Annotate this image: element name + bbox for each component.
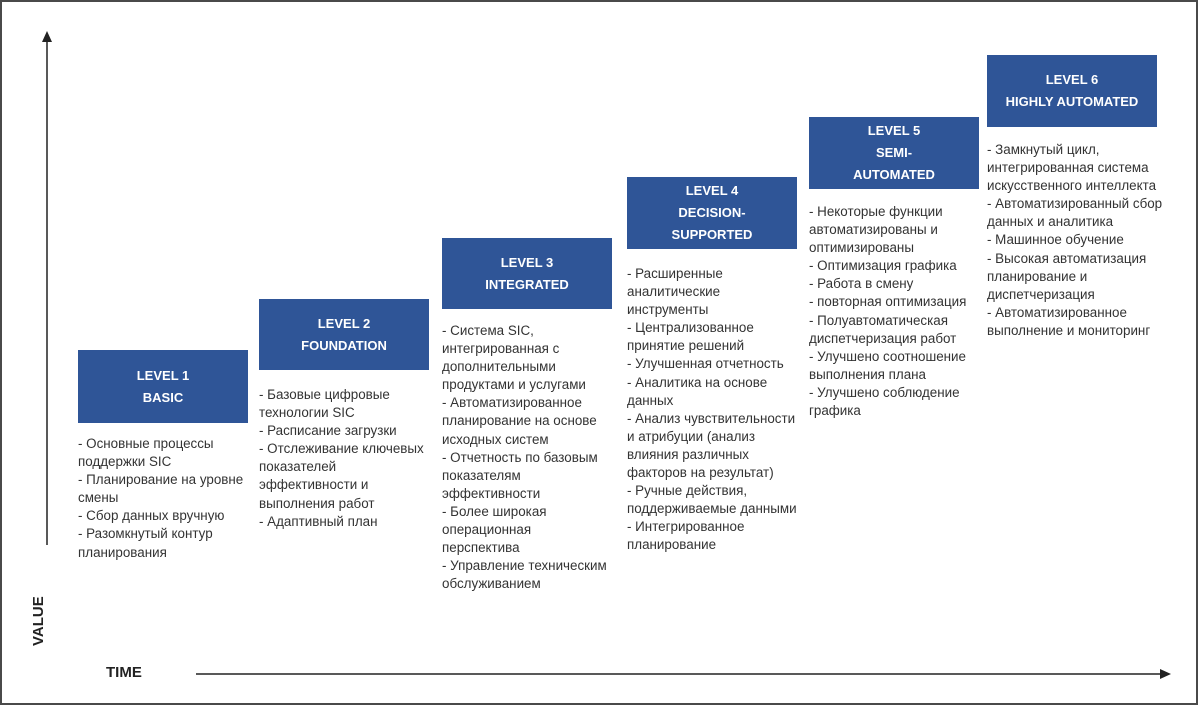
value-axis-arrowhead — [42, 31, 52, 42]
list-item: - повторная оптимизация — [809, 294, 967, 310]
level-3-title-line: LEVEL 3 — [500, 254, 554, 270]
list-item: - Высокая автоматизация планирование и диспетчеризация — [987, 250, 1147, 302]
list-item: - Интегрированное планирование — [627, 519, 745, 553]
list-item: - Централизованное принятие решений — [627, 320, 754, 354]
level-4 — [627, 177, 797, 555]
level-3-box — [442, 238, 612, 309]
list-item: - Базовые цифровые технологии SIC — [259, 387, 390, 421]
level-1 — [78, 350, 248, 562]
level-6-title-line: LEVEL 6 — [1045, 72, 1099, 87]
level-6-title-line: HIGHLY AUTOMATED — [1005, 94, 1139, 109]
level-1-box — [78, 350, 248, 423]
list-item: - Анализ чувствительности и атрибуции (анализ влияния различных факторов на результат) — [627, 410, 796, 481]
level-6-box — [987, 55, 1157, 127]
list-item: - Машинное обучение — [987, 232, 1124, 248]
list-item: - Ручные действия, поддерживаемые данными — [627, 483, 797, 517]
level-4-title-line: DECISION- — [678, 205, 746, 220]
list-item: - Автоматизированное выполнение и мониторинг — [987, 304, 1151, 338]
level-5-title-line: SEMI- — [875, 145, 913, 160]
list-item: - Улучшено соблюдение графика — [809, 384, 960, 419]
list-item: - Управление техническим обслуживанием — [442, 558, 607, 592]
value-axis-label: VALUE — [30, 596, 47, 646]
level-3-title-line: INTEGRATED — [485, 276, 569, 292]
level-5-title-line: LEVEL 5 — [867, 123, 921, 138]
list-item: - Полуавтоматическая диспетчеризация работ — [809, 312, 957, 346]
list-item: - Сбор данных вручную — [78, 508, 225, 524]
list-item: - Отчетность по базовым показателям эффективности — [442, 449, 598, 501]
list-item: - Автоматизированный сбор данных и аналитика — [987, 196, 1163, 230]
time-axis-label: TIME — [106, 664, 142, 681]
list-item: - Улучшенная отчетность — [627, 356, 784, 372]
list-item: - Более широкая операционная перспектива — [442, 503, 547, 556]
list-item: - Отслеживание ключевых показателей эффективности и выполнения работ — [259, 441, 424, 511]
level-1-title-line: BASIC — [142, 389, 184, 405]
level-5-title-line: AUTOMATED — [853, 167, 935, 182]
level-2-description — [259, 386, 429, 531]
list-item: - Аналитика на основе данных — [627, 374, 768, 408]
level-2-box — [259, 299, 429, 370]
list-item: - Основные процессы поддержки SIC — [78, 436, 214, 470]
time-axis-arrowhead — [1160, 669, 1171, 679]
list-item: - Работа в смену — [809, 276, 914, 292]
level-5-box — [809, 117, 979, 189]
level-6-description — [987, 141, 1173, 340]
list-item: - Адаптивный план — [259, 513, 378, 529]
level-4-title-line: LEVEL 4 — [685, 183, 739, 198]
level-3 — [442, 238, 612, 593]
level-2 — [259, 299, 429, 531]
level-2-title-line: LEVEL 2 — [317, 315, 371, 331]
list-item: - Некоторые функции автоматизированы и оптимизированы — [809, 204, 943, 256]
level-4-box — [627, 177, 797, 249]
list-item: - Замкнутый цикл, интегрированная система искусственного интеллекта — [987, 142, 1157, 194]
list-item: - Разомкнутый контур планирования — [78, 526, 213, 560]
list-item: - Автоматизированное планирование на основе исходных систем — [442, 395, 597, 447]
level-1-description — [78, 435, 248, 562]
list-item: - Система SIC, интегрированная с дополнительными продуктами и услугами — [442, 323, 586, 393]
level-2-title-line: FOUNDATION — [301, 337, 387, 353]
list-item: - Планирование на уровне смены — [78, 472, 244, 506]
level-1-title-line: LEVEL 1 — [136, 367, 190, 383]
list-item: - Улучшено соотношение выполнения плана — [809, 348, 966, 382]
list-item: - Расписание загрузки — [259, 423, 397, 439]
level-5 — [809, 117, 979, 420]
level-4-description — [627, 265, 797, 555]
level-5-description — [809, 203, 979, 420]
list-item: - Расширенные аналитические инструменты — [627, 266, 723, 318]
level-6 — [987, 55, 1163, 340]
level-3-description — [442, 322, 612, 593]
level-4-title-line: SUPPORTED — [671, 227, 753, 242]
list-item: - Оптимизация графика — [809, 258, 957, 274]
